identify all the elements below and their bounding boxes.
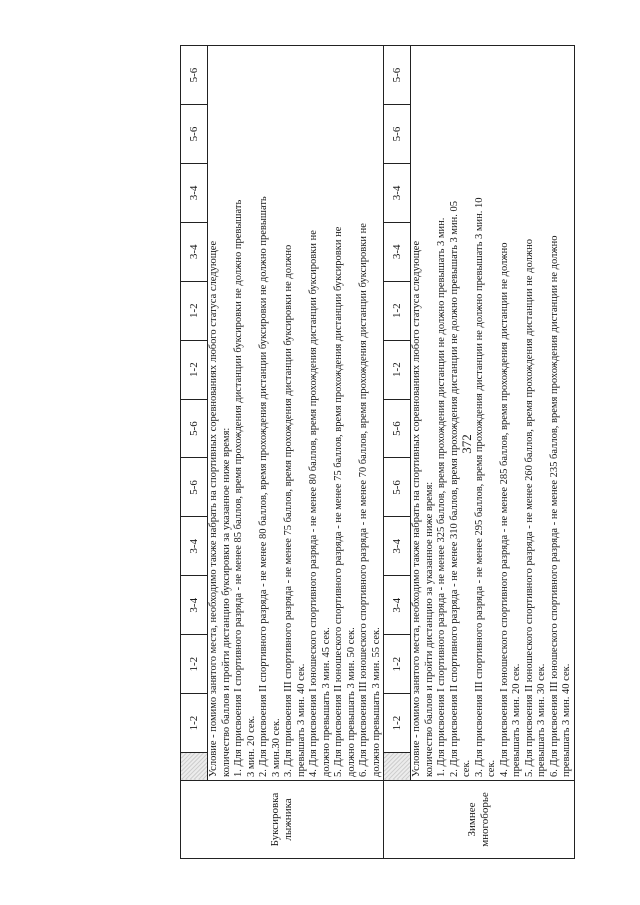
place-range-cell: 1-2	[384, 340, 411, 399]
condition-row	[208, 46, 384, 859]
discipline-label-line: Буксировка	[269, 792, 281, 847]
condition-line: должно превышать 3 мин. 50 сек.	[345, 627, 357, 777]
condition-line: превышать 3 мин. 40 сек.	[561, 663, 572, 777]
place-range-cell: 1-2	[384, 635, 411, 694]
condition-line: 6. Для присвоения III юношеского спортивного разряда - не менее 70 баллов, время прохождения дистанции буксировки не	[358, 223, 369, 777]
place-range-cell: 3-4	[384, 222, 411, 281]
condition-line: 5. Для присвоения II юношеского спортивного разряда - не менее 75 баллов, время прохождения дистанции буксировки не	[333, 226, 344, 777]
shaded-cell	[181, 753, 208, 781]
discipline-label-line: лыжника	[282, 798, 294, 841]
condition-line: превышать 3 мин. 40 сек.	[295, 663, 307, 777]
condition-line: сек.	[461, 759, 472, 777]
place-range-cell: 1-2	[181, 340, 208, 399]
discipline-label	[181, 781, 384, 859]
place-range-cell: 5-6	[384, 399, 411, 458]
place-range-cell: 3-4	[384, 576, 411, 635]
score-row	[181, 46, 208, 859]
condition-line: количество баллов и пройти дистанцию за указанное ниже время:	[423, 481, 435, 777]
condition-line: 3 мин.30 сек.	[270, 718, 282, 777]
place-range-cell: 5-6	[181, 458, 208, 517]
place-range-cell: 5-6	[384, 46, 411, 105]
place-range-cell: 1-2	[181, 281, 208, 340]
place-range-cell: 5-6	[181, 105, 208, 164]
condition-line: 2. Для присвоения II спортивного разряда - не менее 310 баллов, время прохождения дистанции не должно превышать 3 мин. 05	[448, 201, 460, 777]
place-range-cell: 1-2	[181, 694, 208, 753]
place-range-cell: 5-6	[384, 458, 411, 517]
condition-line: 1. Для присвоения I спортивного разряда - не менее 325 баллов, время прохождения дистанции не должно превышать 3 мин.	[436, 217, 447, 777]
standards-table-body	[181, 46, 575, 859]
condition-line: должно превышать 3 мин. 55 сек.	[370, 627, 382, 777]
condition-text	[208, 46, 384, 781]
place-range-cell: 5-6	[181, 46, 208, 105]
standards-table	[180, 45, 575, 859]
place-range-cell: 1-2	[384, 694, 411, 753]
condition-line: 5. Для присвоения II юношеского спортивного разряда - не менее 260 баллов, время прохождения дистанции не должно	[523, 239, 535, 777]
place-range-cell: 3-4	[181, 163, 208, 222]
condition-line: 2. Для присвоения II спортивного разряда - не менее 80 баллов, время прохождения дистанции буксировки не должно превышать	[258, 196, 269, 777]
condition-line: Условие - помимо занятого места, необходимо также набрать на спортивных соревнованиях любого статуса следующее	[411, 240, 422, 777]
condition-line: 6. Для присвоения III юношеского спортивного разряда - не менее 235 баллов, время прохождения дистанции не должно	[548, 235, 560, 777]
place-range-cell: 5-6	[384, 105, 411, 164]
discipline-label-line: Зимнее	[465, 802, 478, 837]
condition-text	[411, 46, 575, 781]
condition-line: превышать 3 мин. 20 сек.	[511, 663, 522, 777]
shaded-cell	[384, 753, 411, 781]
condition-line: Условие - помимо занятого места, необходимо также набрать на спортивных соревнованиях любого статуса следующее	[208, 240, 219, 777]
place-range-cell: 1-2	[181, 635, 208, 694]
place-range-cell: 3-4	[384, 517, 411, 576]
condition-row	[411, 46, 575, 859]
place-range-cell: 3-4	[181, 576, 208, 635]
discipline-label	[384, 781, 575, 859]
condition-line: должно превышать 3 мин. 45 сек.	[320, 627, 332, 777]
place-range-cell: 1-2	[384, 281, 411, 340]
place-range-cell: 3-4	[181, 517, 208, 576]
place-range-cell: 3-4	[384, 163, 411, 222]
condition-line: превышать 3 мин. 30 сек.	[536, 663, 547, 777]
condition-line: 4. Для присвоения I юношеского спортивного разряда - не менее 80 баллов, время прохождения дистанции буксировки не	[308, 230, 319, 777]
condition-line: 3 мин. 20 сек.	[245, 715, 257, 777]
condition-line: 3. Для присвоения III спортивного разряда - не менее 75 баллов, время прохождения дистанции буксировки не должно	[283, 244, 294, 777]
condition-line: 3. Для присвоения III спортивного разряда - не менее 295 баллов, время прохождения дистанции не должно превышать 3 мин. 10	[473, 197, 485, 777]
place-range-cell: 3-4	[181, 222, 208, 281]
place-range-cell: 5-6	[181, 399, 208, 458]
score-row	[384, 46, 411, 859]
condition-line: количество баллов и пройти дистанцию буксировки за указанное ниже время:	[220, 427, 232, 777]
discipline-label-line: многоборье	[478, 792, 491, 847]
page-number: 372	[459, 434, 474, 454]
condition-line: 4. Для присвоения I юношеского спортивного разряда - не менее 285 баллов, время прохождения дистанции не должно	[498, 242, 510, 777]
condition-line: сек.	[486, 759, 497, 777]
condition-line: 1. Для присвоения I спортивного разряда - не менее 85 баллов, время прохождения дистанции буксировки не должно превышать	[233, 199, 244, 777]
